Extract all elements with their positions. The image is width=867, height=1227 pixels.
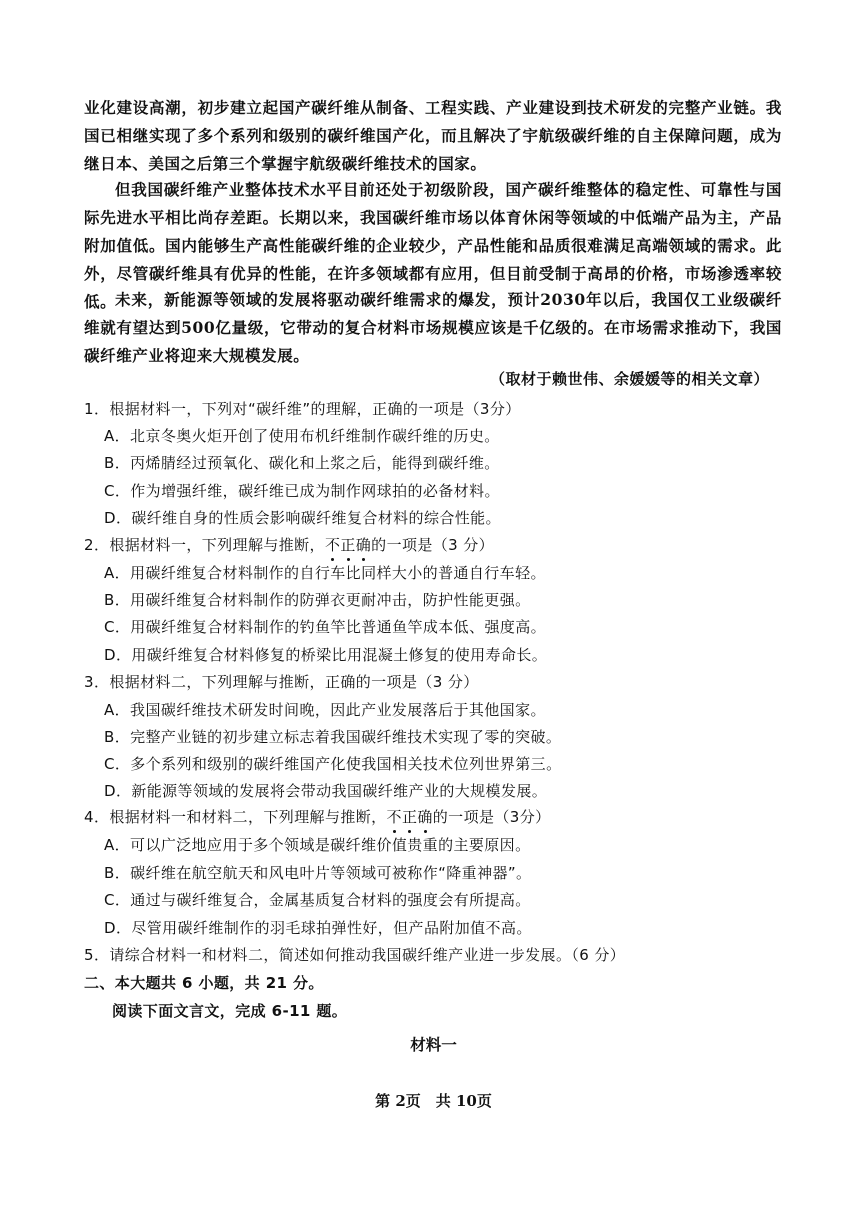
question-2-option-a: A．用碳纤维复合材料制作的自行车比同样大小的普通自行车轻。	[104, 564, 546, 582]
passage-source: （取材于赖世伟、余媛媛等的相关文章）	[489, 370, 769, 388]
question-4-option-a: A．可以广泛地应用于多个领域是碳纤维价值贵重的主要原因。	[104, 836, 531, 854]
material-title: 材料一	[410, 1035, 457, 1054]
passage-paragraph-1: 业化建设高潮，初步建立起国产碳纤维从制备、工程实践、产业建设到技术研发的完整产业链。我国已相继实现了多个系列和级别的碳纤维国产化，而且解决了宇航级碳纤维的自主保障问题，成为继日本、美国之后第三个掌握宇航级碳纤维技术的国家。	[84, 98, 782, 173]
question-4-option-b: B．碳纤维在航空航天和风电叶片等领域可被称作“降重神器”。	[104, 864, 532, 882]
question-4-option-d: D．尽管用碳纤维制作的羽毛球拍弹性好，但产品附加值不高。	[104, 919, 532, 937]
emphasis-char: 确	[417, 806, 432, 828]
question-3-option-b: B．完整产业链的初步建立标志着我国碳纤维技术实现了零的突破。	[104, 728, 562, 746]
question-2-option-d: D．用碳纤维复合材料修复的桥梁比用混凝土修复的使用寿命长。	[104, 646, 548, 664]
section-2-heading: 二、本大题共 6 小题，共 21 分。	[84, 974, 324, 992]
question-4-option-c: C．通过与碳纤维复合，金属基质复合材料的强度会有所提高。	[104, 891, 531, 909]
question-4-stem-lead: 4．根据材料一和材料二，下列理解与推断，	[84, 808, 387, 826]
question-2-stem-tail: 的一项是（3 分）	[371, 536, 495, 554]
question-4-stem-tail: 的一项是（3分）	[432, 808, 551, 826]
passage-paragraph-3: 未来，新能源等领域的发展将驱动碳纤维需求的爆发，预计2030年以后，我国仅工业级碳纤维就有望达到500亿量级，它带动的复合材料市场规模应该是千亿级的。在市场需求推动下，我国碳纤维产业将迎来大规模发展。	[84, 290, 782, 365]
emphasis-char: 不	[325, 534, 340, 556]
question-4-stem	[84, 806, 551, 828]
emphasis-char: 不	[387, 806, 402, 828]
question-3-option-c: C．多个系列和级别的碳纤维国产化使我国相关技术位列世界第三。	[104, 755, 562, 773]
question-2-option-b: B．用碳纤维复合材料制作的防弹衣更耐冲击，防护性能更强。	[104, 591, 531, 609]
question-5-stem: 5．请综合材料一和材料二，简述如何推动我国碳纤维产业进一步发展。（6 分）	[84, 946, 626, 964]
emphasis-char: 确	[356, 534, 371, 556]
page-number: 第 2页 共 10页	[375, 1092, 492, 1110]
question-3-stem: 3．根据材料二，下列理解与推断，正确的一项是（3 分）	[84, 673, 479, 691]
question-1-option-c: C．作为增强纤维，碳纤维已成为制作网球拍的必备材料。	[104, 482, 500, 500]
question-1-option-d: D．碳纤维自身的性质会影响碳纤维复合材料的综合性能。	[104, 509, 501, 527]
section-2-instruction: 阅读下面文言文，完成 6-11 题。	[112, 1002, 348, 1020]
question-3-option-a: A．我国碳纤维技术研发时间晚，因此产业发展落后于其他国家。	[104, 701, 546, 719]
question-2-stem	[84, 534, 494, 556]
passage-paragraph-2: 但我国碳纤维产业整体技术水平目前还处于初级阶段，国产碳纤维整体的稳定性、可靠性与国际先进水平相比尚存差距。长期以来，我国碳纤维市场以体育休闲等领域的中低端产品为主，产品附加值低。国内能够生产高性能碳纤维的企业较少，产品性能和品质很难满足高端领域的需求。此外，尽管碳纤维具有优异的性能，在许多领域都有应用，但目前受制于高昂的价格，市场渗透率较低。	[84, 180, 782, 311]
question-1-option-b: B．丙烯腈经过预氧化、碳化和上浆之后，能得到碳纤维。	[104, 454, 500, 472]
question-3-option-d: D．新能源等领域的发展将会带动我国碳纤维产业的大规模发展。	[104, 782, 548, 800]
question-2-option-c: C．用碳纤维复合材料制作的钓鱼竿比普通鱼竿成本低、强度高。	[104, 618, 547, 636]
emphasis-char: 正	[402, 806, 417, 828]
question-1-option-a: A．北京冬奥火炬开创了使用布机纤维制作碳纤维的历史。	[104, 427, 500, 445]
emphasis-char: 正	[340, 534, 355, 556]
question-2-stem-lead: 2．根据材料一，下列理解与推断，	[84, 536, 325, 554]
question-1-stem: 1．根据材料一，下列对“碳纤维”的理解，正确的一项是（3分）	[84, 400, 521, 418]
